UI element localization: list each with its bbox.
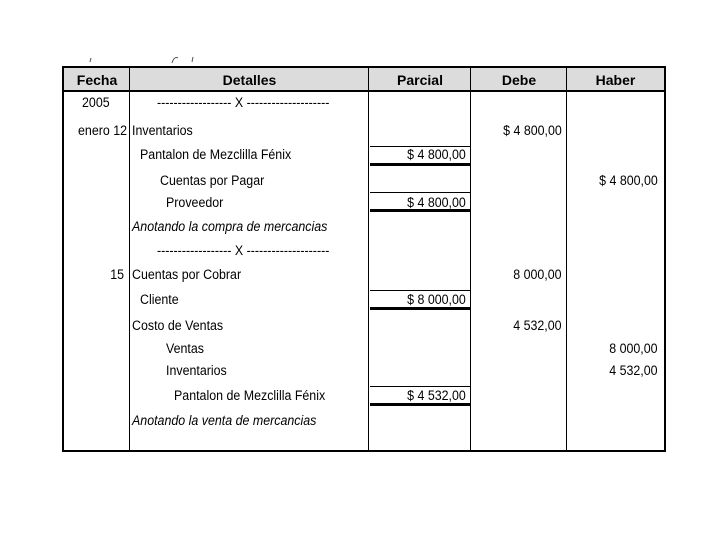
column-divider [470,68,471,450]
debe-value: $ 4 800,00 [503,123,562,138]
header-haber: Haber [567,68,664,92]
subaccount-pantalon: Pantalon de Mezclilla Fénix [174,388,326,403]
subaccount-cliente: Cliente [140,292,179,307]
haber-value: 4 532,00 [609,363,658,378]
entry-note: Anotando la compra de mercancias [132,219,328,234]
header-detalles: Detalles [130,68,369,92]
entry-date: enero 12 [78,123,128,138]
column-divider [368,68,369,450]
journal-ledger-table [62,66,666,452]
account-inventarios: Inventarios [166,363,227,378]
entry-date: 15 [110,267,124,282]
account-costo-de-ventas: Costo de Ventas [132,318,224,333]
account-inventarios: Inventarios [132,123,193,138]
subaccount-pantalon: Pantalon de Mezclilla Fénix [140,147,292,162]
entry-separator: ------------------ X -------------------- [157,243,330,258]
header-fecha: Fecha [64,68,130,92]
header-parcial: Parcial [369,68,471,92]
entry-year: 2005 [82,95,110,110]
debe-value: 4 532,00 [513,318,562,333]
subaccount-proveedor: Proveedor [166,195,224,210]
account-cuentas-por-cobrar: Cuentas por Cobrar [132,267,242,282]
entry-note: Anotando la venta de mercancias [132,413,317,428]
parcial-value: $ 4 532,00 [407,388,466,403]
parcial-value: $ 8 000,00 [407,292,466,307]
entry-separator: ------------------ X -------------------- [157,95,330,110]
haber-value: 8 000,00 [609,341,658,356]
parcial-value: $ 4 800,00 [407,147,466,162]
account-cuentas-por-pagar: Cuentas por Pagar [160,173,265,188]
header-debe: Debe [471,68,567,92]
column-divider [129,68,130,450]
parcial-value: $ 4 800,00 [407,195,466,210]
account-ventas: Ventas [166,341,204,356]
debe-value: 8 000,00 [513,267,562,282]
column-divider [566,68,567,450]
stray-marks [88,52,198,64]
haber-value: $ 4 800,00 [599,173,658,188]
